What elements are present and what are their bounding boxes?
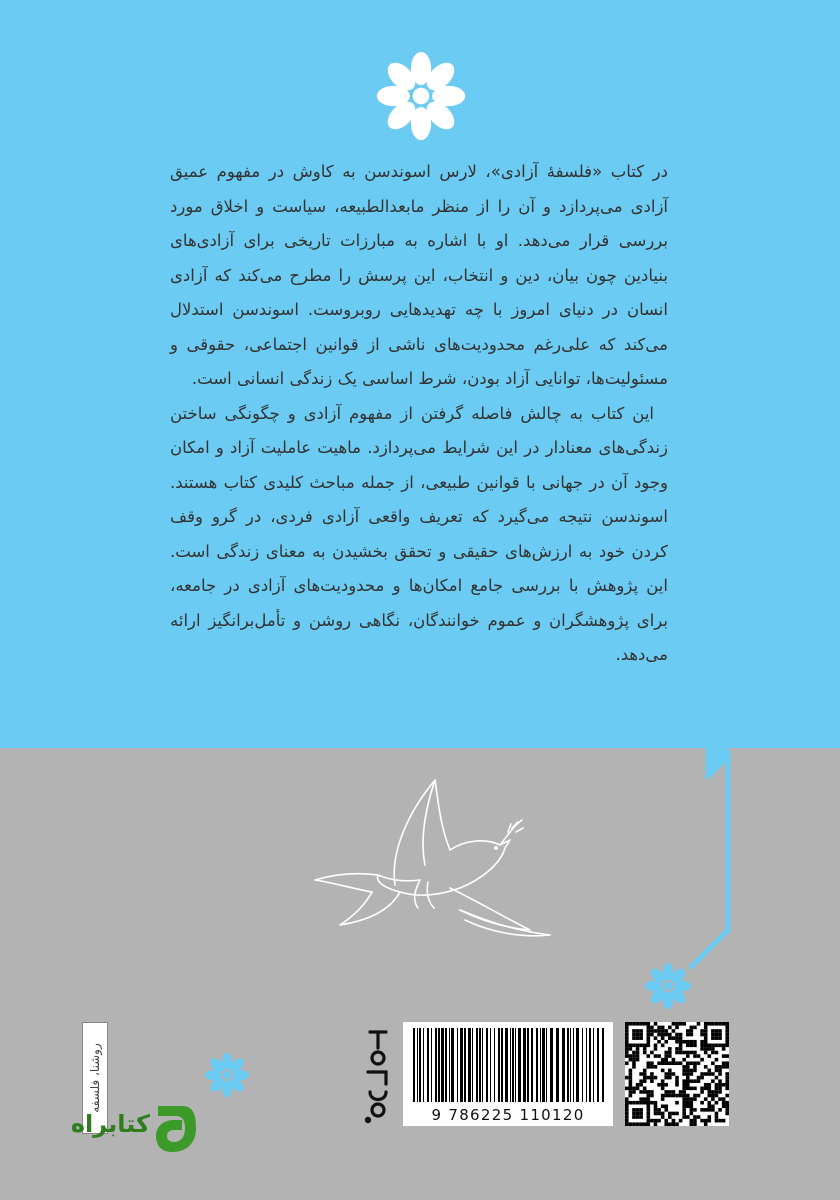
dove-icon xyxy=(300,770,570,950)
qr-code xyxy=(625,1022,729,1126)
synopsis-text xyxy=(170,155,668,673)
publisher-logo xyxy=(360,1022,394,1126)
series-label-text: روشنا، فلسفه xyxy=(88,1043,102,1113)
store-brand-name: کتابراه xyxy=(70,1110,150,1138)
ketabrah-logo-icon xyxy=(152,1098,200,1158)
flower-icon xyxy=(204,1052,250,1098)
flower-icon xyxy=(375,50,467,142)
synopsis-paragraph: این کتاب به چالش فاصله گرفتن از مفهوم آزادی و چگونگی ساختن زندگی‌های معنادار در این شرایط می‌پردازد. ماهیت عاملیت آزاد و امکان وجود آن در جهانی با قوانین طبیعی، از جمله مباحث کلیدی کتاب هستند. اسوندسن نتیجه می‌گیرد که تعریف واقعی آزادی فردی، در گرو وقف کردن خود به ارزش‌های حقیقی و تحقق بخشیدن به معنای زندگی است. این پژوهش با بررسی جامع امکان‌ها و محدودیت‌های آزادی در جامعه، برای پژوهشگران و عموم خوانندگان، نگاهی روشن و تأمل‌برانگیز ارائه می‌دهد. xyxy=(170,403,668,664)
ketabrah-logo xyxy=(40,1098,200,1160)
synopsis-paragraph: در کتاب «فلسفهٔ آزادی»، لارس اسوندسن به کاوش در مفهوم عمیق آزادی می‌پردازد و آن را از منظر مابعدالطبیعه، سیاست و اخلاق مورد بررسی قرار می‌دهد. او با اشاره به مبارزات تاریخی برای آزادی‌های بنیادین چون بیان، دین و انتخاب، این پرسش را مطرح می‌کند که آزادی انسان در دنیای امروز با چه تهدیدهایی روبروست. اسوندسن استدلال می‌کند که علی‌رغم محدودیت‌های ناشی از قوانین اجتماعی، حقوقی و مسئولیت‌ها، توانایی آزاد بودن، شرط اساسی یک زندگی انسانی است. xyxy=(170,162,668,388)
flower-icon xyxy=(644,962,692,1010)
barcode xyxy=(403,1022,613,1126)
isbn-digits: 9 786225 110120 xyxy=(431,1106,585,1124)
